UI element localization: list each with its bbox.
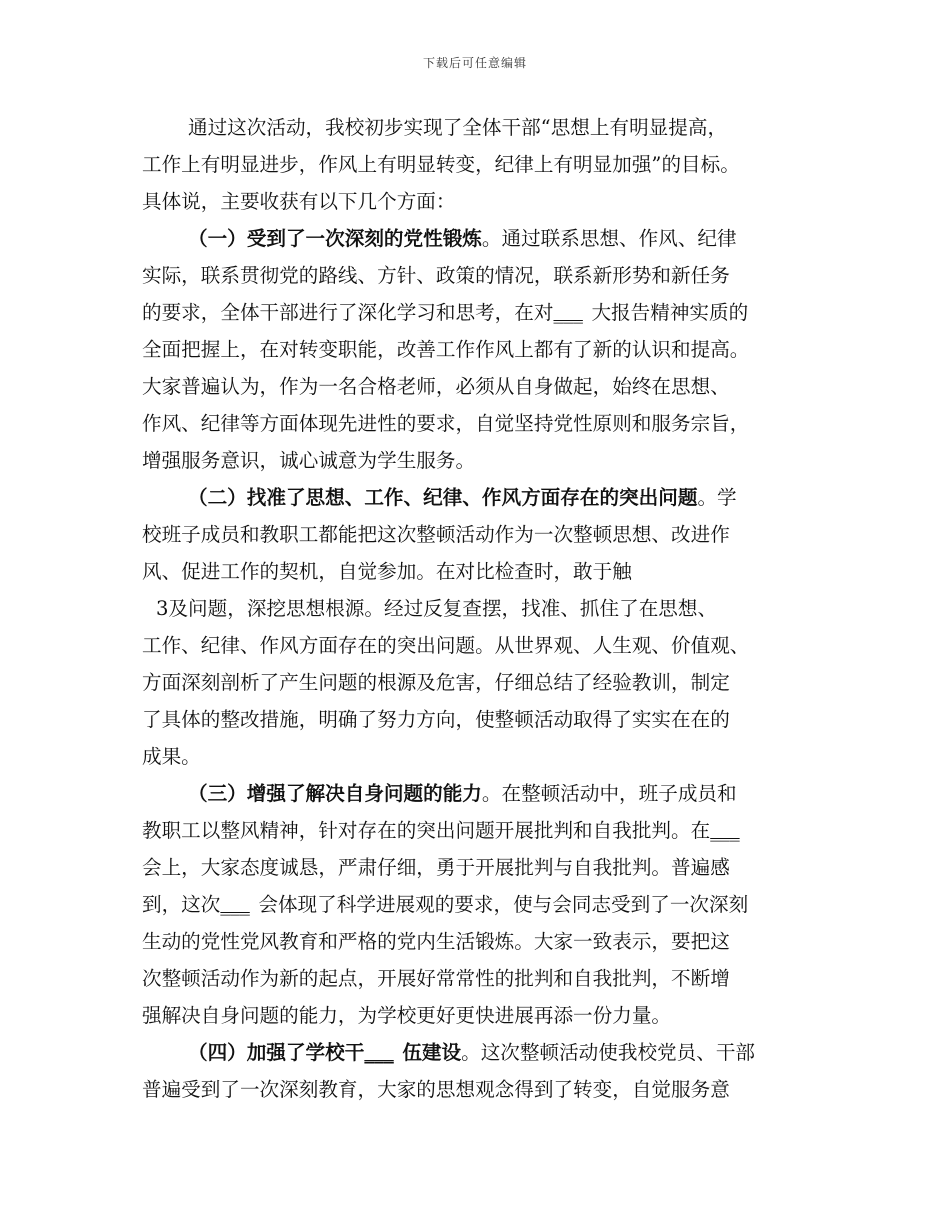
text-run: 。在整顿活动中，班子成员和 [481, 782, 737, 805]
text-line [142, 260, 826, 297]
text-run: 实际，联系贯彻党的路线、方针、政策的情况，联系新形势和新任务 [142, 264, 730, 287]
blank-underline: ___ [364, 1041, 394, 1064]
text-run: 到，这次 [142, 893, 221, 916]
text-line [142, 741, 826, 778]
text-line [142, 408, 826, 445]
text-run: 强解决自身问题的能力，为学校更好更快进展再添一份力量。 [142, 1004, 672, 1027]
text-run: 方面深刻剖析了产生问题的根源及危害，仔细总结了经验教训，制定 [142, 671, 730, 694]
text-run: 全面把握上，在对转变职能，改善工作作风上都有了新的认识和提高。 [142, 338, 750, 361]
blank-underline: ___ [710, 819, 740, 842]
text-run: 的要求，全体干部进行了深化学习和思考，在对 [142, 301, 554, 324]
text-line [142, 926, 826, 963]
bold-heading-text: （三）增强了解决自身问题的能力 [188, 782, 482, 805]
text-line [142, 186, 826, 223]
text-line [142, 112, 826, 149]
text-run: 具体说，主要收获有以下几个方面： [142, 190, 456, 213]
blank-underline: ___ [553, 301, 583, 324]
text-run: 成果。 [142, 745, 201, 768]
text-run: 工作、纪律、作风方面存在的突出问题。从世界观、人生观、价值观、 [142, 634, 750, 657]
text-line [142, 297, 826, 334]
bold-heading-text: 伍建设 [402, 1041, 462, 1064]
text-line [142, 445, 826, 482]
text-run: 大报告精神实质的 [591, 301, 749, 324]
text-run: 会体现了科学进展观的要求，使与会同志受到了一次深刻 [258, 893, 749, 916]
text-run: 会上，大家态度诚恳，严肃仔细，勇于开展批判与自我批判。普遍感 [142, 856, 730, 879]
bold-heading-text: （四）加强了学校干 [188, 1041, 365, 1064]
text-line [142, 1074, 826, 1111]
text-line [142, 149, 826, 186]
text-run: 风、促进工作的契机，自觉参加。在对比检查时，敢于触 [142, 560, 632, 583]
text-run: 次整顿活动作为新的起点，开展好常常性的批判和自我批判，不断增 [142, 967, 730, 990]
bold-heading-text: （一）受到了一次深刻的党性锻炼 [188, 227, 482, 250]
text-line [142, 1000, 826, 1037]
text-run: 。通过联系思想、作风、纪律 [481, 227, 737, 250]
text-line [142, 371, 826, 408]
text-run: 校班子成员和教职工都能把这次整顿活动作为一次整顿思想、改进作 [142, 523, 730, 546]
text-line [142, 519, 826, 556]
page-header: 下载后可任意编辑 [422, 56, 527, 70]
text-line [142, 889, 826, 926]
text-line [142, 815, 826, 852]
text-line [142, 334, 826, 371]
text-line [142, 778, 826, 815]
text-run: 作风、纪律等方面体现先进性的要求，自觉坚持党性原则和服务宗旨， [142, 412, 750, 435]
text-run: 3及问题，深挖思想根源。经过反复查摆，找准、抓住了在思想、 [156, 597, 718, 620]
bold-heading-text: （二）找准了思想、工作、纪律、作风方面存在的突出问题 [188, 486, 698, 509]
text-line [142, 630, 826, 667]
text-line [142, 593, 826, 630]
text-run: 通过这次活动，我校初步实现了全体干部“思想上有明显提高， [188, 116, 728, 139]
text-line [142, 704, 826, 741]
text-line [142, 482, 826, 519]
text-run: 了具体的整改措施，明确了努力方向，使整顿活动取得了实实在在的 [142, 708, 730, 731]
text-run: 教职工以整风精神，针对存在的突出问题开展批判和自我批判。在 [142, 819, 711, 842]
text-line [142, 223, 826, 260]
text-run: 。这次整顿活动使我校党员、干部 [461, 1041, 756, 1064]
text-run: 工作上有明显进步，作风上有明显转变，纪律上有明显加强”的目标。 [142, 153, 740, 176]
text-line [142, 852, 826, 889]
text-line [142, 1037, 826, 1074]
text-run: 大家普遍认为，作为一名合格老师，必须从自身做起，始终在思想、 [142, 375, 730, 398]
text-line [142, 667, 826, 704]
text-line [142, 556, 826, 593]
text-run: 普遍受到了一次深刻教育，大家的思想观念得到了转变，自觉服务意 [142, 1078, 730, 1101]
text-run: 。学 [697, 486, 737, 509]
text-run: 增强服务意识，诚心诚意为学生服务。 [142, 449, 476, 472]
text-line [142, 963, 826, 1000]
text-run: 生动的党性党风教育和严格的党内生活锻炼。大家一致表示，要把这 [142, 930, 730, 953]
document-body [142, 112, 826, 1111]
blank-underline: ___ [220, 893, 250, 916]
